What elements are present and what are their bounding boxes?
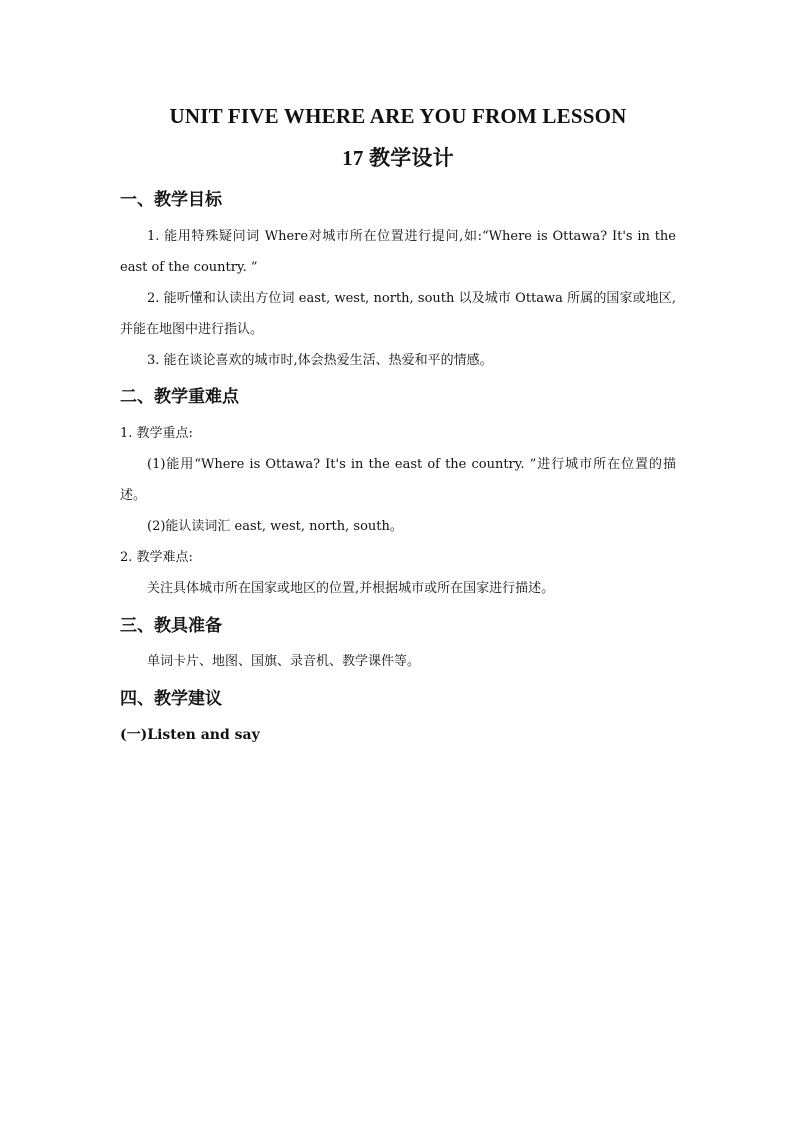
objective-item-1: 1. 能用特殊疑问词 Where对城市所在位置进行提问,如:“Where is Ottawa? It's in the east of the country. ” [120, 229, 676, 275]
subsection-listen-and-say: (一)Listen and say [120, 727, 260, 743]
key-point-item-2: (2)能认读词汇 east, west, north, south。 [147, 519, 403, 534]
section-heading-suggestions: 四、教学建议 [120, 689, 222, 709]
section-heading-materials: 三、教具准备 [120, 616, 222, 636]
difficulty-label: 2. 教学难点: [120, 550, 193, 565]
document-title-line2: 17 教学设计 [342, 146, 454, 170]
section-heading-objectives: 一、教学目标 [120, 190, 222, 210]
document-title-line1: UNIT FIVE WHERE ARE YOU FROM LESSON [169, 104, 627, 128]
materials-text: 单词卡片、地图、国旗、录音机、教学课件等。 [147, 654, 421, 669]
objective-item-2: 2. 能听懂和认读出方位词 east, west, north, south 以及城市 Ottawa 所属的国家或地区,并能在地图中进行指认。 [120, 291, 676, 337]
key-points-label: 1. 教学重点: [120, 426, 193, 441]
objective-item-3: 3. 能在谈论喜欢的城市时,体会热爱生活、热爱和平的情感。 [147, 353, 493, 368]
key-point-item-1: (1)能用“Where is Ottawa? It's in the east of the country. ”进行城市所在位置的描述。 [120, 457, 676, 503]
difficulty-item-1: 关注具体城市所在国家或地区的位置,并根据城市或所在国家进行描述。 [147, 581, 555, 596]
section-heading-key-points: 二、教学重难点 [120, 387, 239, 407]
